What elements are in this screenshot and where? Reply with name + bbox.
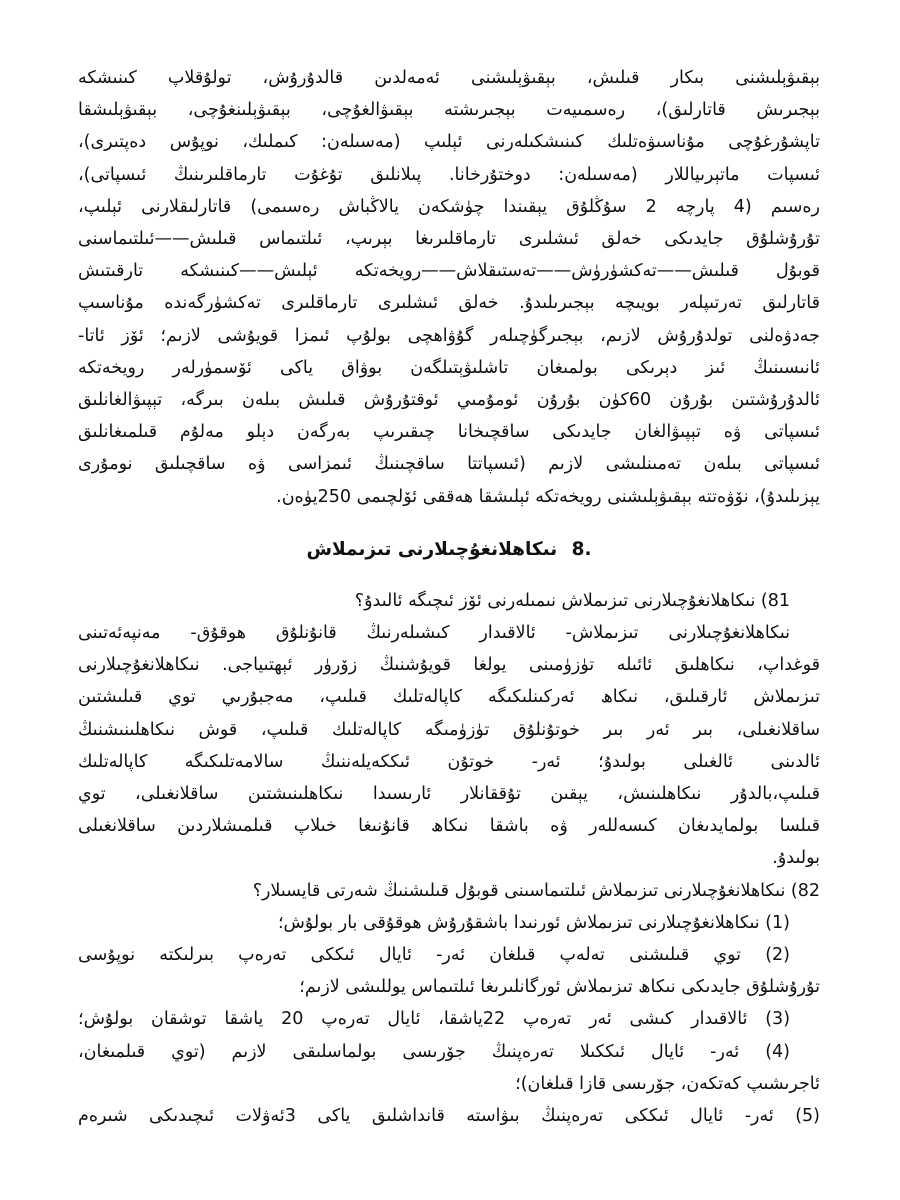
intro-paragraph xyxy=(78,62,820,513)
text-line: جەدۋەلنى تولدۇرۇش لازىم، بېجىرگۈچىلەر گۇۋاھچى بولۇپ ئىمزا قويۇشى لازىم؛ ئۆز ئاتا- xyxy=(78,325,820,346)
text-line: بېجىرىش قاتارلىق)، رەسمىيەت بېجىرىشتە بېقىۋالغۇچى، بېقىۋېلىنغۇچى، بېقىۋېلىشقا xyxy=(78,100,820,121)
text-line: رەسىم (4 پارچە 2 سۇڭلۇق يېقىندا چۈشكەن يالاڭباش رەسىمى) قاتارلىقلارنى ئېلىپ، xyxy=(78,196,820,217)
text-line: بولىدۇ. xyxy=(772,848,820,869)
list-item: (5) ئەر- ئايال ئىككى تەرەپنىڭ بىۋاستە قانداشلىق ياكى 3ئەۋلات ئىچىدىكى شىرەم xyxy=(78,1106,820,1127)
list-item: (4) ئەر- ئايال ئىككىلا تەرەپنىڭ جۆرىسى بولماسلىقى لازىم (توي قىلمىغان، xyxy=(78,1041,790,1062)
text-line: يېزىلىدۇ)، نۆۋەتتە بېقىۋېلىشنى رويخەتكە ئېلىشقا ھەققى ئۆلچىمى 250يۈەن. xyxy=(276,486,820,507)
question-82 xyxy=(78,875,820,1133)
question-text: 82) نىكاھلانغۇچىلارنى تىزىملاش ئىلتىماسىنى قوبۇل قىلىشنىڭ شەرتى قايسىلار؟ xyxy=(252,880,820,901)
section-number: 8. xyxy=(571,538,592,560)
text-line: ئانىسىنىڭ ئىز دېرىكى بولمىغان تاشلىۋېتىلگەن بوۋاق ياكى ئۆسمۈرلەر رويخەتكە xyxy=(78,357,820,378)
text-line: نىكاھلانغۇچىلارنى تىزىملاش- ئالاقىدار كىشىلەرنىڭ قانۇنلۇق ھوقۇق- مەنپەئەتىنى xyxy=(78,623,790,644)
question-text: 81) نىكاھلانغۇچىلارنى تىزىملاش نىمىلەرنى ئۆز ئىچىگە ئالىدۇ؟ xyxy=(354,590,790,611)
text-line: قاتارلىق تەرتىپلەر بويىچە بېجىرىلىدۇ. خەلق ئىشلىرى تارماقلىرى تەكشۈرگەندە مۇناسىپ xyxy=(78,293,820,314)
list-item: (1) نىكاھلانغۇچىلارنى تىزىملاش ئورنىدا باشقۇرۇش ھوقۇقى بار بولۇش؛ xyxy=(277,912,790,933)
list-item: (3) ئالاقىدار كىشى ئەر تەرەپ 22ياشقا، ئايال تەرەپ 20 ياشقا توشقان بولۇش؛ xyxy=(78,1009,791,1030)
text-line: قىلىپ،بالدۇر نىكاھلىنىش، يېقىن تۇققانلار ئارىسىدا نىكاھلىنىشتىن ساقلانغىلى، توي xyxy=(78,784,820,805)
text-line: تۇرۇشلۇق جايدىكى خەلق ئىشلىرى تارماقلىرىغا بېرىپ، ئىلتىماس قىلىش——ئىلتىماسنى xyxy=(78,229,820,250)
text-line: ئالدىنى ئالغىلى بولىدۇ؛ ئەر- خوتۇن ئىككەيلەننىڭ سالامەتلىكىگە كاپالەتلىك xyxy=(78,751,820,772)
section-heading xyxy=(78,535,820,565)
text-line: قوبۇل قىلىش——تەكشۈرۈش——تەستىقلاش——رويخەتكە ئېلىش——كىنىشكە تارقىتىش xyxy=(78,261,820,282)
section-title: نىكاھلانغۇچىلارنى تىزىملاش xyxy=(306,538,558,560)
text-line: تاپشۇرغۇچى مۇناسىۋەتلىك كىنىشكىلەرنى ئېلىپ (مەسىلەن: كىملىك، نوپۇس دەپتىرى)، xyxy=(78,132,820,153)
text-line: ئالدۇرۇشتىن بۇرۇن 60كۈن بۇرۇن ئومۇمىي ئوقتۇرۇش قىلىش بىلەن بىرگە، تېپىۋالغانلىق xyxy=(78,390,820,411)
text-line: ئىسپاتى بىلەن تەمىنلىشى لازىم (ئىسپاتتا ساقچىنىڭ ئىمزاسى ۋە ساقچىلىق نومۇرى xyxy=(78,454,820,475)
list-item: (2) توي قىلىشنى تەلەپ قىلغان ئەر- ئايال ئىككى تەرەپ بىرلىكتە نوپۇسى xyxy=(78,945,790,966)
text-line: قوغداپ، نىكاھلىق ئائىلە تۈزۈمىنى يولغا قويۇشنىڭ زۆرۈر ئېھتىياجى. نىكاھلانغۇچىلارنى xyxy=(78,655,820,676)
text-line: بېقىۋېلىشنى بىكار قىلىش، بېقىۋېلىشنى ئەمەلدىن قالدۇرۇش، تولۇقلاپ كىنىشكە xyxy=(78,68,820,88)
text-line: ئىسپاتى ۋە تېپىۋالغان جايدىكى ساقچىخانا چىقىرىپ بەرگەن دېلو مەلۇم قىلمىغانلىق xyxy=(78,422,820,443)
text-line: قىلسا بولمايدىغان كىسەللەر ۋە باشقا نىكاھ قانۇنىغا خىلاپ قىلمىشلاردىن ساقلانغىلى xyxy=(78,816,820,837)
question-81 xyxy=(78,585,820,875)
list-item-continued: ئاجرىشىپ كەتكەن، جۆرىسى قازا قىلغان)؛ xyxy=(515,1073,820,1094)
text-line: تىزىملاش ئارقىلىق، نىكاھ ئەركىنلىكىگە كاپالەتلىك قىلىپ، مەجبۇرىي توي قىلىشتىن xyxy=(78,687,820,708)
text-line: ئىسپات ماتېرىياللار (مەسىلەن: دوختۇرخانا. پىلانلىق تۇغۇت تارماقلىرىنىڭ ئىسپاتى)، xyxy=(78,164,820,185)
list-item-continued: تۇرۇشلۇق جايدىكى نىكاھ تىزىملاش ئورگانلىرىغا ئىلتىماس يوللىشى لازىم؛ xyxy=(299,977,820,998)
text-line: ساقلانغىلى، بىر ئەر بىر خوتۇنلۇق تۈزۈمىگە كاپالەتلىك قىلىپ، قوش نىكاھلىنىشنىڭ xyxy=(78,719,820,740)
document-page xyxy=(78,62,820,1132)
